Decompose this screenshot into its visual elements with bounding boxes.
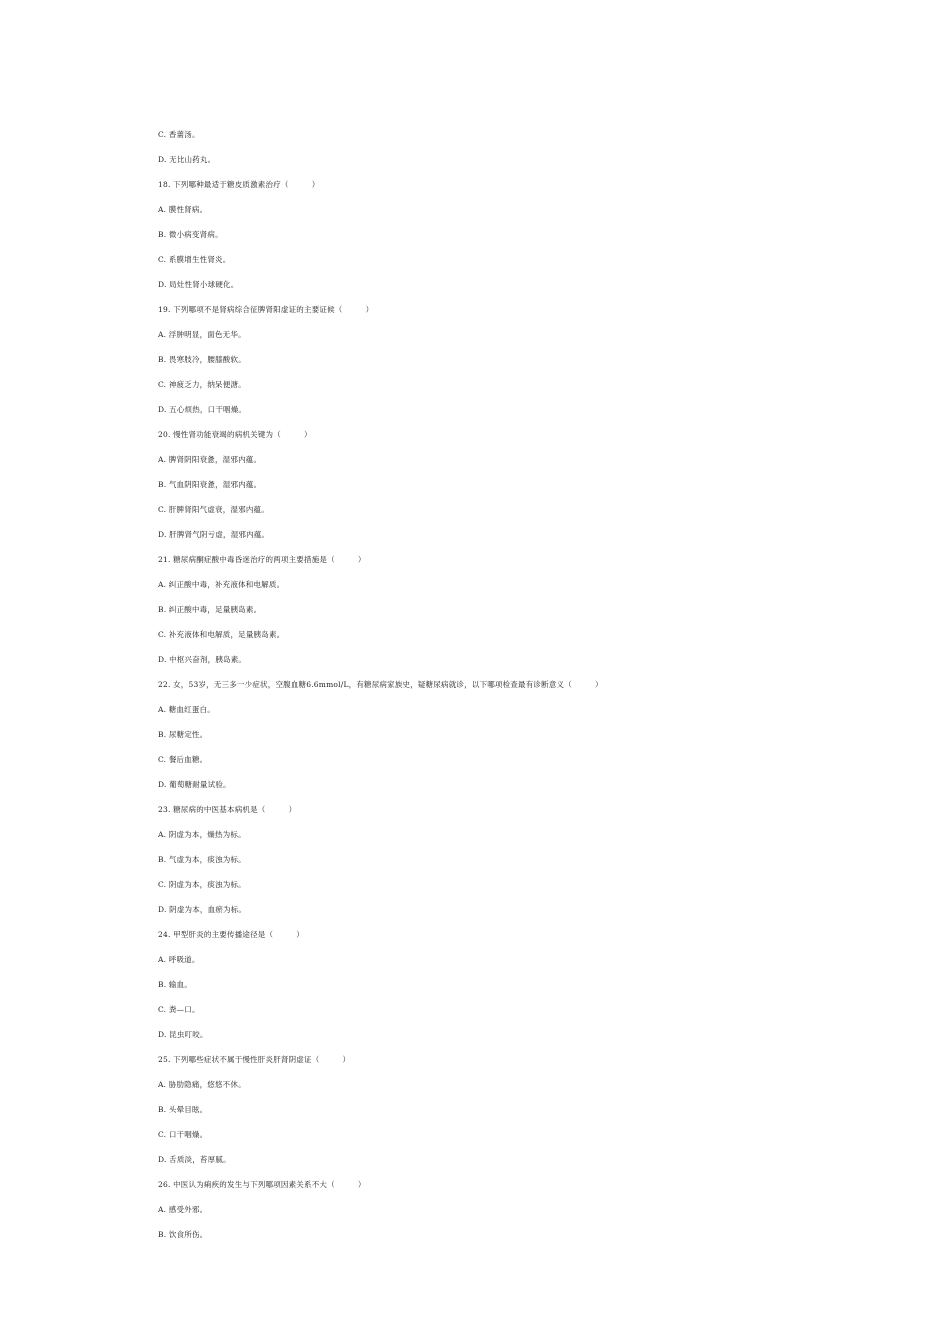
answer-option: C. 补充液体和电解质，足量胰岛素。 <box>158 630 285 639</box>
answer-option: D. 昆虫叮咬。 <box>158 1030 208 1039</box>
answer-option: C. 香薷汤。 <box>158 130 200 139</box>
question-stem: 19. 下列哪项不是肾病综合征脾肾阳虚证的主要证候（ ） <box>158 305 374 314</box>
answer-option: B. 饮食所伤。 <box>158 1230 208 1239</box>
answer-option: B. 气虚为本，痰浊为标。 <box>158 855 246 864</box>
answer-option: B. 尿糖定性。 <box>158 730 208 739</box>
answer-option: A. 糖血红蛋白。 <box>158 705 215 714</box>
answer-option: D. 五心烦热，口干咽燥。 <box>158 405 247 414</box>
answer-option: A. 浮肿明显，面色无华。 <box>158 330 246 339</box>
document-body <box>158 127 858 1252</box>
answer-option: C. 口干咽燥。 <box>158 1130 208 1139</box>
question-stem: 21. 糖尿病酮症酸中毒昏迷治疗的两项主要措施是（ ） <box>158 555 366 564</box>
answer-option: B. 纠正酸中毒，足量胰岛素。 <box>158 605 262 614</box>
answer-option: D. 局灶性肾小球硬化。 <box>158 280 239 289</box>
answer-option: C. 神疲乏力，纳呆便溏。 <box>158 380 246 389</box>
answer-option: C. 肝脾肾阳气虚衰，湿邪内蕴。 <box>158 505 269 514</box>
answer-option: D. 舌质淡，苔厚腻。 <box>158 1155 231 1164</box>
answer-option: D. 葡萄糖耐量试验。 <box>158 780 231 789</box>
answer-option: B. 微小病变肾病。 <box>158 230 223 239</box>
answer-option: A. 阴虚为本，燥热为标。 <box>158 830 246 839</box>
question-stem: 18. 下列哪种最适于糖皮质激素治疗（ ） <box>158 180 320 189</box>
answer-option: C. 系膜增生性肾炎。 <box>158 255 231 264</box>
answer-option: C. 阴虚为本，痰浊为标。 <box>158 880 246 889</box>
answer-option: D. 中枢兴奋剂，胰岛素。 <box>158 655 247 664</box>
question-stem: 25. 下列哪些症状不属于慢性肝炎肝肾阴虚证（ ） <box>158 1055 351 1064</box>
question-stem: 23. 糖尿病的中医基本病机是（ ） <box>158 805 297 814</box>
answer-option: D. 肝脾肾气阴亏虚，湿邪内蕴。 <box>158 530 270 539</box>
answer-option: B. 畏寒肢冷，腰膝酸软。 <box>158 355 246 364</box>
answer-option: B. 头晕目眩。 <box>158 1105 208 1114</box>
question-stem: 20. 慢性肾功能衰竭的病机关键为（ ） <box>158 430 312 439</box>
answer-option: A. 膜性肾病。 <box>158 205 208 214</box>
answer-option: D. 阴虚为本，血瘀为标。 <box>158 905 247 914</box>
answer-option: A. 呼吸道。 <box>158 955 200 964</box>
answer-option: B. 输血。 <box>158 980 192 989</box>
question-stem: 22. 女，53岁，无三多一少症状，空腹血糖6.6mmol/L，有糖尿病家族史，疑糖尿病就诊，以下哪项检查最有诊断意义（ ） <box>158 680 603 689</box>
question-stem: 24. 甲型肝炎的主要传播途径是（ ） <box>158 930 305 939</box>
answer-option: C. 餐后血糖。 <box>158 755 208 764</box>
answer-option: D. 无比山药丸。 <box>158 155 216 164</box>
answer-option: A. 纠正酸中毒，补充液体和电解质。 <box>158 580 285 589</box>
answer-option: A. 脾肾阴阳衰惫，湿邪内蕴。 <box>158 455 262 464</box>
question-stem: 26. 中医认为痢疾的发生与下列哪项因素关系不大（ ） <box>158 1180 366 1189</box>
answer-option: B. 气血阴阳衰惫，湿邪内蕴。 <box>158 480 262 489</box>
answer-option: C. 粪—口。 <box>158 1005 200 1014</box>
answer-option: A. 感受外邪。 <box>158 1205 208 1214</box>
answer-option: A. 胁肋隐痛，悠悠不休。 <box>158 1080 246 1089</box>
